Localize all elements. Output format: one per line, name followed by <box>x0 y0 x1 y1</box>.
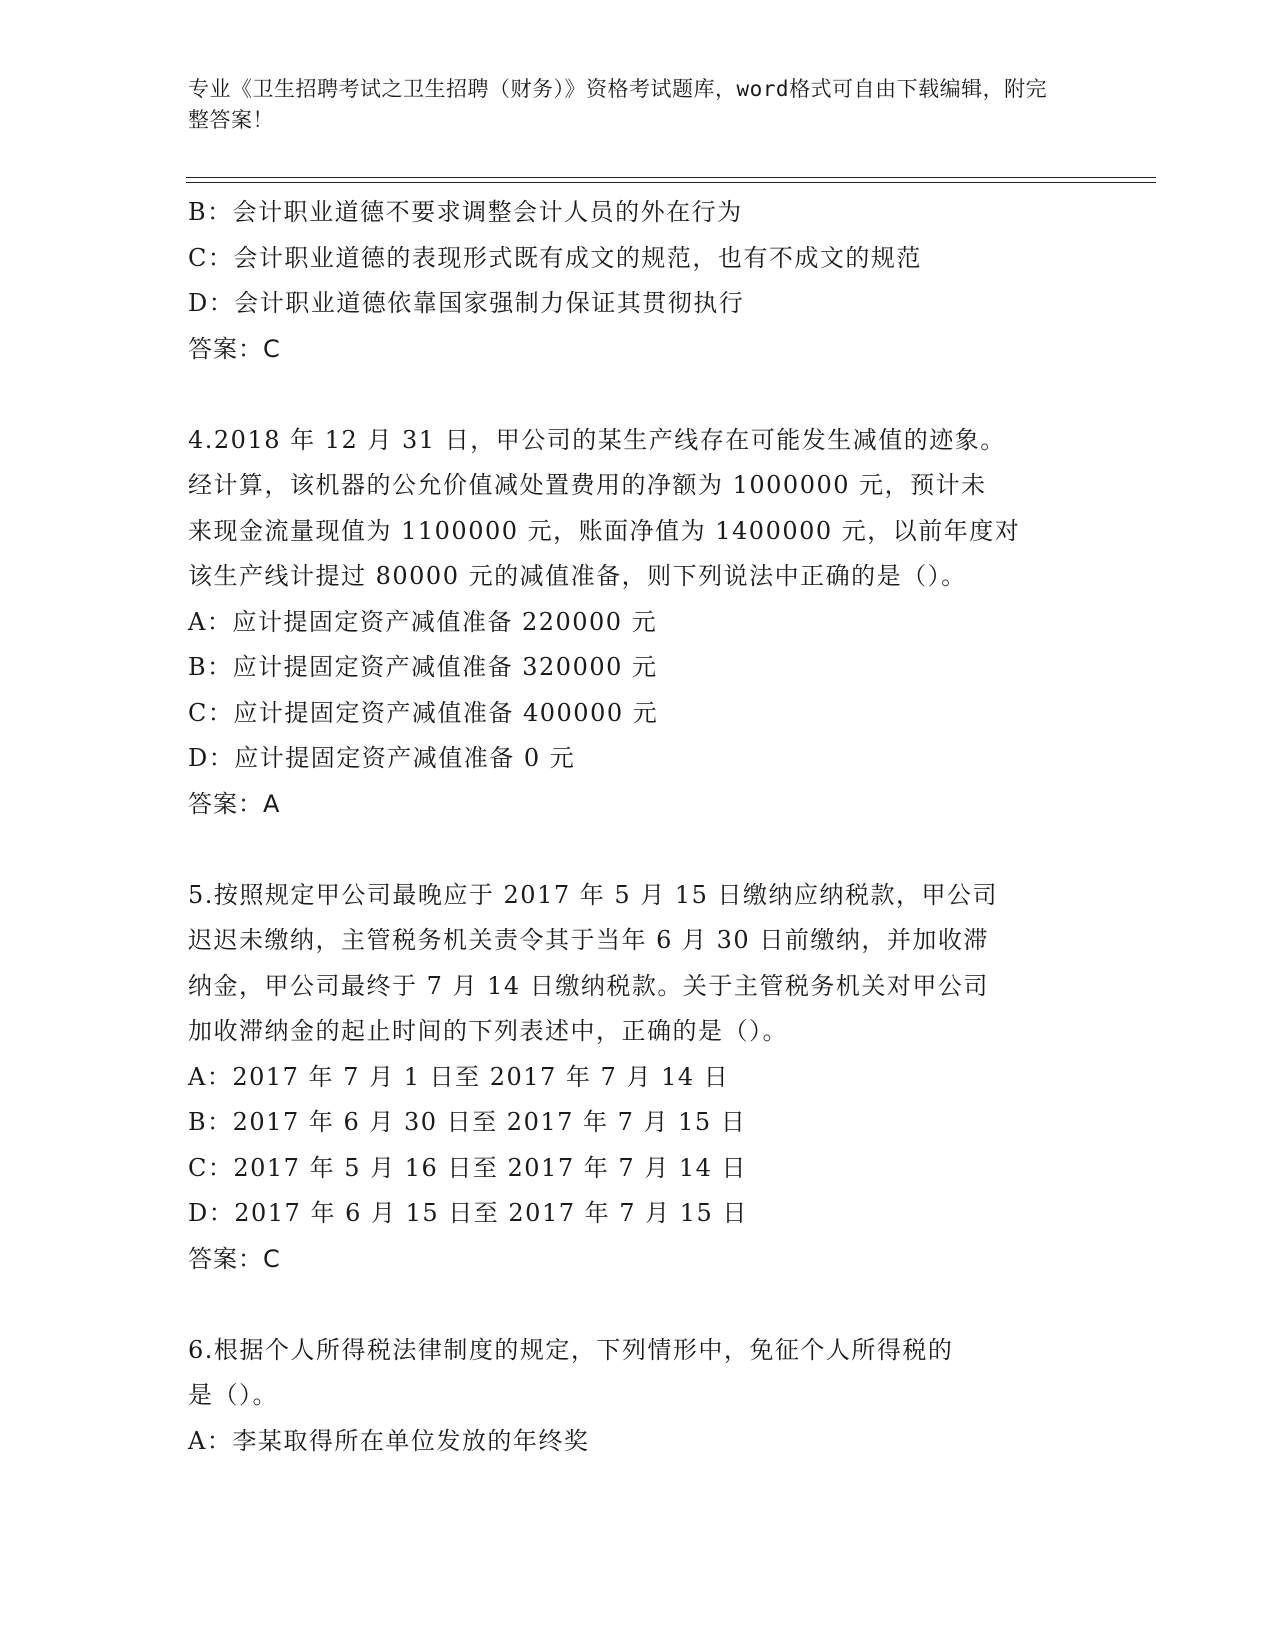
option-b: B：应计提固定资产减值准备 320000 元 <box>188 653 658 681</box>
question-text-line: 是（）。 <box>188 1381 278 1409</box>
answer: 答案：A <box>188 789 281 818</box>
option-b: B：2017 年 6 月 30 日至 2017 年 7 月 15 日 <box>188 1108 747 1136</box>
question-text-line: 6.根据个人所得税法律制度的规定，下列情形中，免征个人所得税的 <box>188 1335 954 1364</box>
page-header: 专业《卫生招聘考试之卫生招聘（财务）》资格考试题库，word格式可自由下载编辑，附完整答案！ <box>188 77 1048 132</box>
option-a: A：李某取得所在单位发放的年终奖 <box>188 1426 590 1455</box>
question-text-line: 纳金，甲公司最终于 7 月 14 日缴纳税款。关于主管税务机关对甲公司 <box>188 971 989 1000</box>
question-6 <box>188 1328 1088 1465</box>
option-d: D：会计职业道德依靠国家强制力保证其贯彻执行 <box>188 289 745 317</box>
question-5 <box>188 873 1088 1283</box>
question-3 <box>188 190 1088 372</box>
option-c: C：应计提固定资产减值准备 400000 元 <box>188 698 659 727</box>
spacer <box>188 1282 1088 1328</box>
option-b: B：会计职业道德不要求调整会计人员的外在行为 <box>188 198 743 226</box>
question-text-line: 来现金流量现值为 1100000 元，账面净值为 1400000 元，以前年度对 <box>188 516 1021 545</box>
header-rule-bottom <box>186 182 1156 183</box>
question-text-line: 加收滞纳金的起止时间的下列表述中，正确的是（）。 <box>188 1017 788 1045</box>
option-d: D：应计提固定资产减值准备 0 元 <box>188 744 576 772</box>
option-a: A：2017 年 7 月 1 日至 2017 年 7 月 14 日 <box>188 1062 730 1091</box>
option-a: A：应计提固定资产减值准备 220000 元 <box>188 607 658 636</box>
answer: 答案：C <box>188 1244 281 1273</box>
question-text-line: 该生产线计提过 80000 元的减值准备，则下列说法中正确的是（）。 <box>188 562 967 590</box>
question-text-line: 5.按照规定甲公司最晚应于 2017 年 5 月 15 日缴纳应纳税款，甲公司 <box>188 880 999 909</box>
question-content <box>188 190 1088 1464</box>
question-text-line: 4.2018 年 12 月 31 日，甲公司的某生产线存在可能发生减值的迹象。 <box>188 425 1006 454</box>
spacer <box>188 372 1088 418</box>
option-c: C：会计职业道德的表现形式既有成文的规范，也有不成文的规范 <box>188 243 922 272</box>
question-4 <box>188 418 1088 828</box>
question-text-line: 经计算，该机器的公允价值减处置费用的净额为 1000000 元，预计未 <box>188 471 987 499</box>
header-rule-top <box>186 177 1156 178</box>
option-c: C：2017 年 5 月 16 日至 2017 年 7 月 14 日 <box>188 1153 748 1182</box>
question-text-line: 迟迟未缴纳，主管税务机关责令其于当年 6 月 30 日前缴纳，并加收滞 <box>188 926 989 954</box>
option-d: D：2017 年 6 月 15 日至 2017 年 7 月 15 日 <box>188 1199 748 1227</box>
answer: 答案：C <box>188 334 281 363</box>
spacer <box>188 827 1088 873</box>
